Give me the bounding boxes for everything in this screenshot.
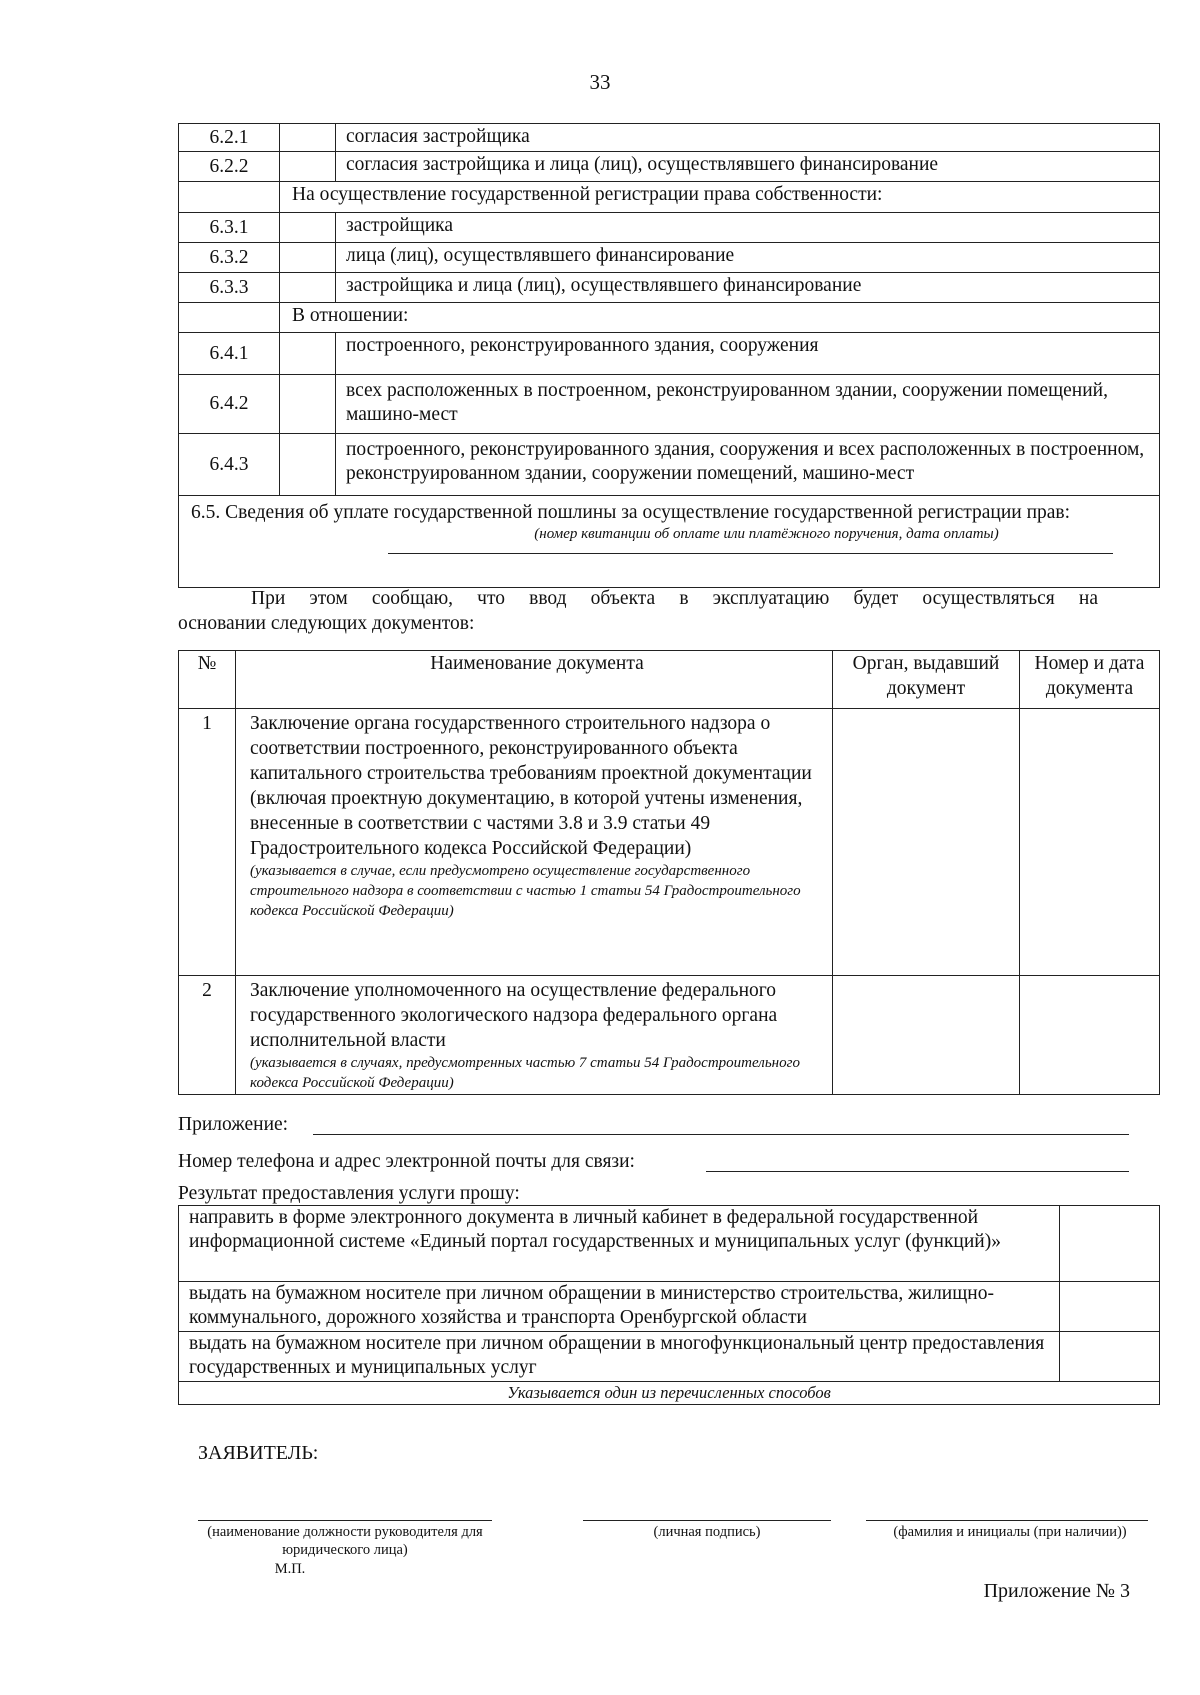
contact-input-line[interactable] — [706, 1171, 1129, 1172]
fee-row — [179, 496, 1160, 588]
row-number: 6.3.1 — [179, 213, 280, 243]
name-caption: (фамилия и инициалы (при наличии)) — [893, 1524, 1127, 1540]
row-number: 6.2.1 — [179, 124, 280, 152]
row-number: 6.2.2 — [179, 152, 280, 182]
intro-line-2: основании следующих документов: — [178, 613, 475, 634]
fee-input-line[interactable] — [388, 535, 1113, 554]
result-option-row — [179, 1206, 1160, 1282]
doc-note: (указывается в случае, если предусмотрено осуществление государственного строительного надзора в соответствии с частью 1 статьи 54 Градостроительного кодекса Российской Федерации) — [250, 863, 801, 919]
header-number-date: Номер и дата документа — [1020, 651, 1160, 709]
row-text: застройщика — [336, 213, 1160, 243]
checkbox-cell[interactable] — [280, 152, 336, 182]
row-number: 6.3.2 — [179, 243, 280, 273]
row-text: лица (лиц), осуществлявшего финансирование — [336, 243, 1160, 273]
table-row — [179, 333, 1160, 375]
doc-org-cell[interactable] — [833, 976, 1020, 1095]
checkbox-cell[interactable] — [280, 273, 336, 303]
result-option-text: выдать на бумажном носителе при личном обращении в многофункциональный центр предоставления государственных и муниципальных услуг — [179, 1332, 1060, 1382]
applicant-label: ЗАЯВИТЕЛЬ: — [198, 1442, 319, 1464]
table-row — [179, 434, 1160, 496]
checkbox-cell[interactable] — [280, 124, 336, 152]
table-header-row — [179, 651, 1160, 709]
result-option-text: направить в форме электронного документа в личный кабинет в федеральной государственной информационной системе «Единый портал государственных и муниципальных услуг (функций)» — [179, 1206, 1060, 1282]
intro-paragraph — [178, 586, 1098, 636]
position-signature-line[interactable] — [198, 1520, 492, 1521]
table-row — [179, 124, 1160, 152]
result-option-checkbox[interactable] — [1060, 1282, 1160, 1332]
header-num: № — [179, 651, 236, 709]
checkbox-cell[interactable] — [280, 375, 336, 434]
doc-number-date-cell[interactable] — [1020, 976, 1160, 1095]
row-number: 6.4.2 — [179, 375, 280, 434]
result-options-table — [178, 1205, 1160, 1405]
result-footnote-row — [179, 1382, 1160, 1405]
doc-name: Заключение органа государственного строительного надзора о соответствии построенного, реконструированного объекта капитального строительства требованиям проектной документации (включая проектную документацию, в которой учтены изменения, внесенные в соответствии с частями 3.8 и 3.9 статьи 49 Градостроительного кодекса Российской Федерации) — [250, 713, 812, 859]
header-org: Орган, выдавший документ — [833, 651, 1020, 709]
signature-line[interactable] — [583, 1520, 831, 1521]
table-row — [179, 375, 1160, 434]
table-section-header — [179, 182, 1160, 213]
row-text: согласия застройщика и лица (лиц), осуществлявшего финансирование — [336, 152, 1160, 182]
row-text: построенного, реконструированного здания, сооружения и всех расположенных в построенном, реконструированном здании, сооружении помещений, машино-мест — [336, 434, 1160, 496]
table-row — [179, 213, 1160, 243]
checkbox-cell[interactable] — [280, 213, 336, 243]
table-row — [179, 709, 1160, 976]
attachment-input-line[interactable] — [313, 1134, 1129, 1135]
appendix-label: Приложение № 3 — [983, 1580, 1130, 1602]
table-row — [179, 976, 1160, 1095]
result-option-checkbox[interactable] — [1060, 1206, 1160, 1282]
result-option-text: выдать на бумажном носителе при личном обращении в министерство строительства, жилищно-коммунального, дорожного хозяйства и транспорта Оренбургской области — [179, 1282, 1060, 1332]
signature-caption: (личная подпись) — [653, 1524, 761, 1540]
name-signature-line[interactable] — [866, 1520, 1148, 1521]
doc-org-cell[interactable] — [833, 709, 1020, 976]
result-label: Результат предоставления услуги прошу: — [178, 1183, 520, 1204]
doc-number: 1 — [179, 709, 236, 976]
checkbox-cell[interactable] — [280, 243, 336, 273]
page-number: 33 — [589, 70, 611, 94]
row-text: построенного, реконструированного здания, сооружения — [336, 333, 1160, 375]
row-text: согласия застройщика — [336, 124, 1160, 152]
table-section-header — [179, 303, 1160, 333]
contact-label: Номер телефона и адрес электронной почты для связи: — [178, 1151, 635, 1172]
section-header-ownership: На осуществление государственной регистрации права собственности: — [280, 182, 1160, 213]
header-name: Наименование документа — [236, 651, 833, 709]
table-row — [179, 152, 1160, 182]
row-text: застройщика и лица (лиц), осуществлявшего финансирование — [336, 273, 1160, 303]
fee-label — [191, 500, 1147, 525]
position-caption: (наименование должности руководителя для юридического лица) — [207, 1524, 483, 1558]
stamp-label: М.П. — [274, 1561, 306, 1577]
result-footnote: Указывается один из перечисленных способов — [179, 1382, 1160, 1405]
doc-note: (указывается в случаях, предусмотренных частью 7 статьи 54 Градостроительного кодекса Российской Федерации) — [250, 1055, 800, 1091]
checkbox-cell[interactable] — [280, 434, 336, 496]
row-number: 6.4.1 — [179, 333, 280, 375]
result-option-checkbox[interactable] — [1060, 1332, 1160, 1382]
result-option-row — [179, 1332, 1160, 1382]
row-number: 6.3.3 — [179, 273, 280, 303]
row-text: всех расположенных в построенном, реконструированном здании, сооружении помещений, машино-мест — [336, 375, 1160, 434]
fee-text: 6.5. Сведения об уплате государственной пошлины за осуществление государственной регистрации прав: — [191, 502, 1071, 523]
attachment-label: Приложение: — [178, 1114, 289, 1135]
table-row — [179, 243, 1160, 273]
checkbox-cell[interactable] — [280, 333, 336, 375]
doc-number-date-cell[interactable] — [1020, 709, 1160, 976]
intro-line-1: При этом сообщаю, что ввод объекта в эксплуатацию будет осуществляться на — [251, 588, 1098, 609]
doc-number: 2 — [179, 976, 236, 1095]
documents-table — [178, 650, 1160, 1095]
row-number: 6.4.3 — [179, 434, 280, 496]
table-row — [179, 273, 1160, 303]
doc-name: Заключение уполномоченного на осуществление федерального государственного экологического надзора федерального органа исполнительной власти — [250, 980, 778, 1051]
result-option-row — [179, 1282, 1160, 1332]
section-header-relation: В отношении: — [280, 303, 1160, 333]
fee-hint: (номер квитанции об оплате или платёжного поручения, дата оплаты) — [534, 526, 999, 542]
registration-options-table — [178, 123, 1160, 588]
